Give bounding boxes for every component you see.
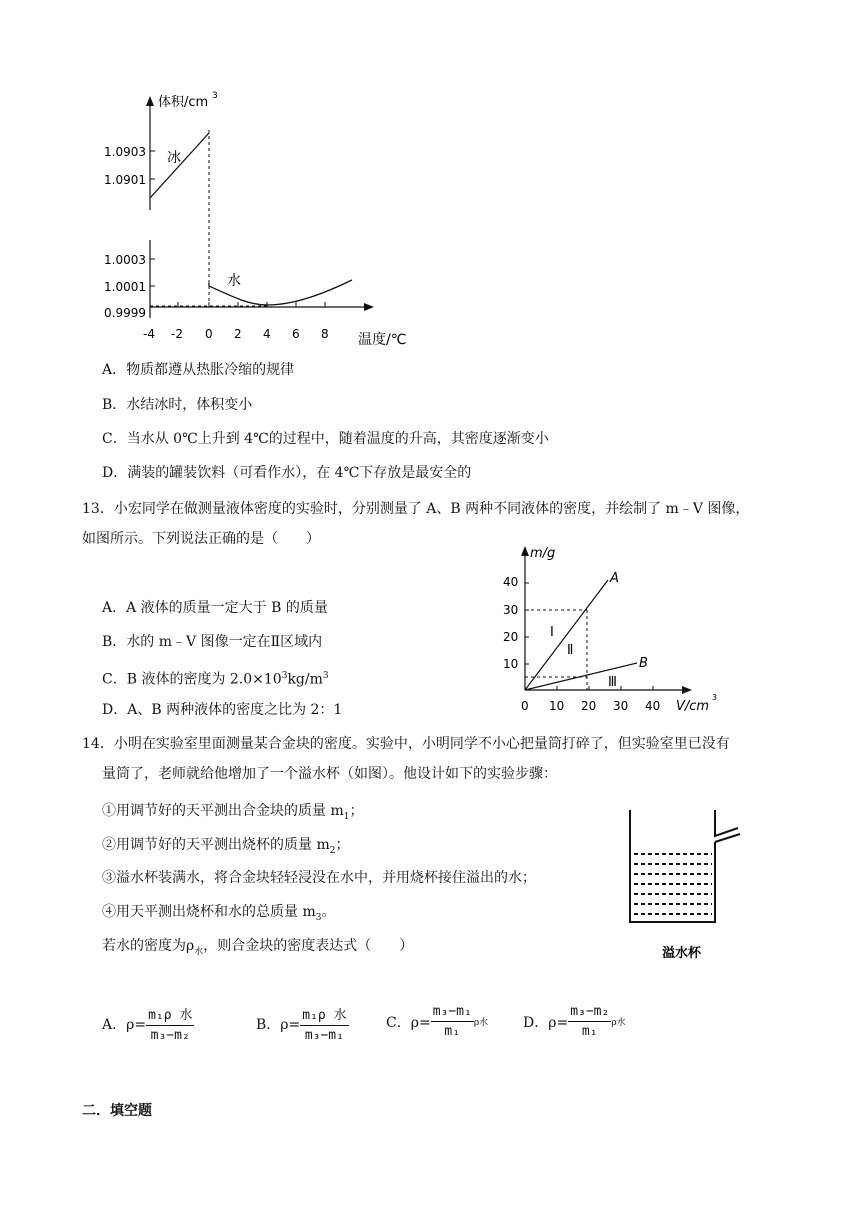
q14-option-b: B．ρ= $\frac{\text{m₁ρ 水}}{\text{m₃−m₁}}$	[256, 1004, 349, 1043]
q14-step2: ②用调节好的天平测出烧杯的质量 $m_2$；	[102, 837, 350, 856]
q14-step3: ③溢水杯装满水，将合金块轻轻浸没在水中，并用烧杯接住溢出的水；	[102, 870, 536, 886]
x-tick-label: 40	[645, 699, 661, 713]
q14-question: 若水的密度为$\rho_水$，则合金块的密度表达式（ ）	[102, 938, 414, 957]
q12-option-d: D．满装的罐装饮料（可看作水），在 4℃下存放是最安全的	[102, 465, 472, 481]
q14-stem-line2: 量筒了，老师就给他增加了一个溢水杯（如图）。他设计如下的实验步骤：	[102, 766, 557, 782]
graph2-x-title-sup: 3	[712, 693, 718, 702]
label-ice: 冰	[167, 150, 181, 166]
mass-volume-graph	[500, 540, 730, 720]
x-tick-label: 6	[292, 327, 300, 341]
q12-option-a: A．物质都遵从热胀冷缩的规律	[102, 362, 295, 378]
graph2-x-title: V/cm	[676, 699, 710, 714]
label-water: 水	[227, 273, 241, 289]
region-2: Ⅱ	[567, 643, 574, 658]
region-1: Ⅰ	[550, 625, 554, 640]
region-3: Ⅲ	[608, 675, 617, 690]
y-tick-label: 40	[503, 575, 519, 589]
x-tick-label: 4	[263, 327, 271, 341]
y-tick-label: 0.9999	[104, 306, 146, 320]
y-tick-label: 1.0003	[104, 253, 146, 267]
x-tick-label: 2	[234, 327, 242, 341]
cup-label: 溢水杯	[662, 946, 702, 961]
section-title: 二．填空题	[82, 1103, 152, 1119]
x-tick-label: 0	[521, 699, 529, 713]
y-tick-label: 30	[503, 603, 519, 617]
x-tick-label: 0	[205, 327, 213, 341]
y-axis-arrow	[146, 96, 154, 106]
q12-option-c: C．当水从 0℃上升到 4℃的过程中，随着温度的升高，其密度逐渐变小	[102, 431, 549, 447]
q13-stem-line2: 如图所示。下列说法正确的是（ ）	[82, 531, 320, 547]
q14-step1: ①用调节好的天平测出合金块的质量 $m_1$；	[102, 803, 364, 822]
q13-option-c: C．B 液体的密度为 $2.0\times 10^3kg/m^3$	[102, 671, 329, 688]
label-a: A	[610, 571, 619, 586]
label-b: B	[639, 656, 648, 671]
x-axis-arrow	[364, 303, 374, 311]
x-tick-label: 30	[613, 699, 629, 713]
graph1-y-title: 体积/cm	[158, 95, 209, 110]
y-tick-label: 10	[503, 657, 519, 671]
y-tick-label: 1.0901	[104, 173, 146, 187]
x-tick-label: 10	[549, 699, 565, 713]
q14-option-d: D．ρ= $\frac{\text{m₃−m₂}}{\text{m₁}}$ ρ水	[523, 1004, 626, 1039]
q12-option-b: B．水结冰时，体积变小	[102, 397, 253, 413]
graph1-x-title: 温度/℃	[358, 332, 407, 348]
overflow-cup-figure	[622, 800, 752, 965]
y-tick-label: 20	[503, 630, 519, 644]
x-tick-label: 20	[581, 699, 597, 713]
q13-option-b: B．水的 m﹣V 图像一定在Ⅱ区域内	[102, 634, 323, 650]
graph2-y-title: m/g	[530, 546, 556, 561]
q13-option-d: D．A、B 两种液体的密度之比为 2：1	[102, 702, 343, 718]
y-tick-label: 1.0001	[104, 280, 146, 294]
q14-stem-line1: 14．小明在实验室里面测量某合金块的密度。实验中，小明同学不小心把量筒打碎了，但实验室里已没有	[82, 736, 730, 752]
x-tick-label: -2	[171, 327, 183, 341]
q14-step4: ④用天平测出烧杯和水的总质量 $m_3$。	[102, 904, 336, 923]
q14-option-c: C．ρ= $\frac{\text{m₃−m₁}}{\text{m₁}}$ ρ水	[386, 1004, 489, 1039]
x-tick-label: -4	[143, 327, 155, 341]
volume-temperature-graph	[100, 90, 420, 350]
q13-option-a: A．A 液体的质量一定大于 B 的质量	[102, 600, 328, 616]
y-tick-label: 1.0903	[104, 145, 146, 159]
q14-option-a: A．ρ= $\frac{\text{m₁ρ 水}}{\text{m₃−m₂}}$	[102, 1004, 194, 1043]
graph1-y-title-sup: 3	[212, 91, 218, 101]
q13-stem-line1: 13．小宏同学在做测量液体密度的实验时，分别测量了 A、B 两种不同液体的密度，并绘制了 m﹣V 图像，	[82, 501, 750, 517]
x-tick-label: 8	[321, 327, 329, 341]
